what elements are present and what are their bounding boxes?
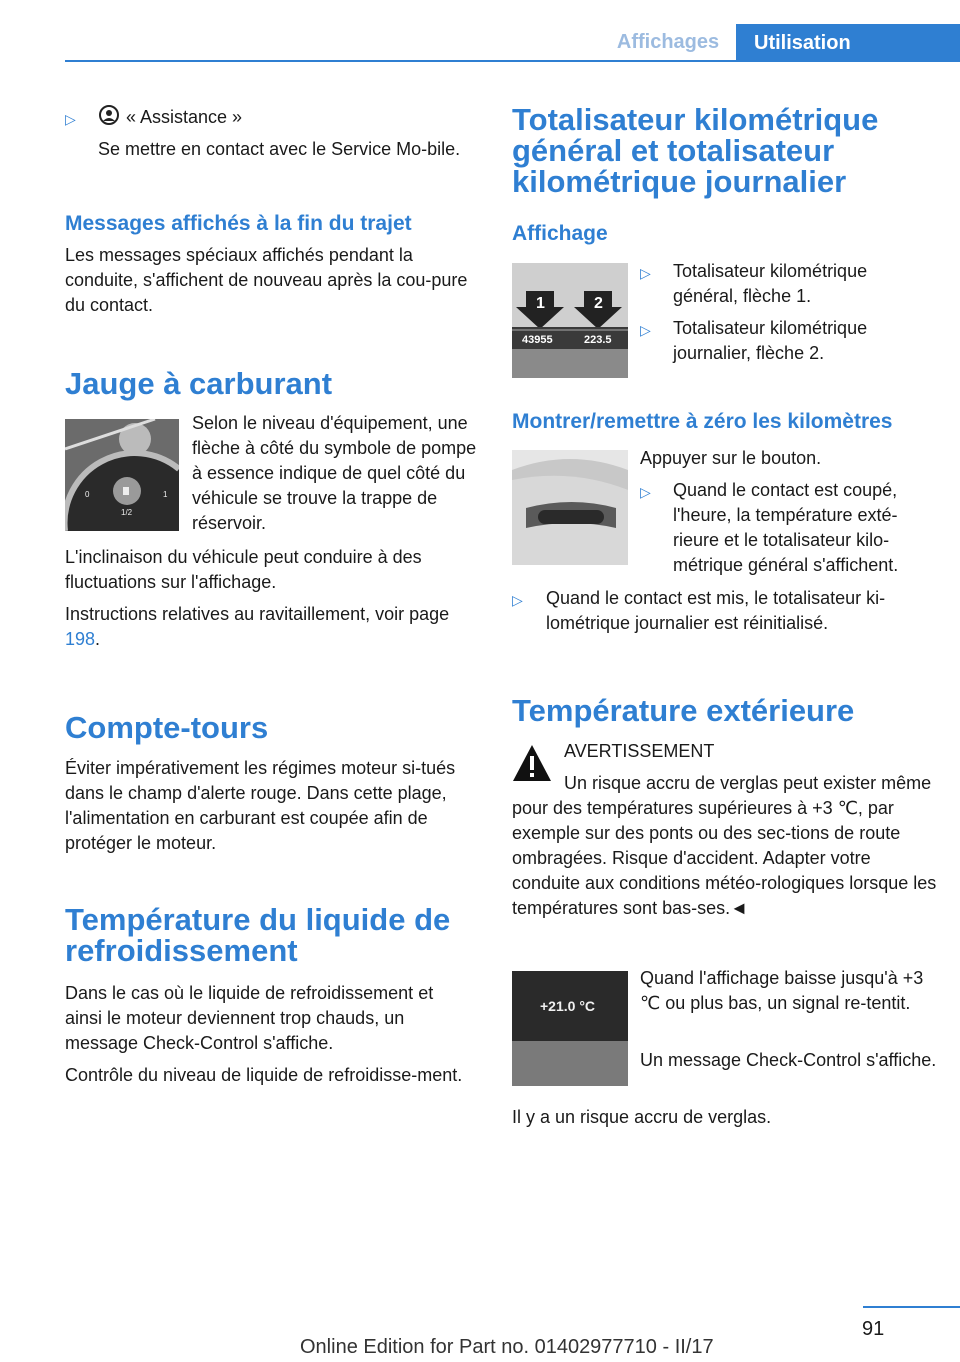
temp-text-2: Un message Check-Control s'affiche. — [640, 1050, 937, 1070]
temperature-display-image — [512, 971, 628, 1086]
fuel-heading: Jauge à carburant — [65, 366, 333, 401]
odometer-heading: Totalisateur kilométrique général et totalisateur kilométrique journalier — [512, 102, 879, 199]
refuel-page-link[interactable]: 198 — [65, 629, 96, 649]
reset-text: Appuyer sur le bouton. — [640, 448, 822, 468]
bullet-icon: ▷ — [512, 592, 523, 608]
temperature-display-value: +21.0 °C — [540, 998, 596, 1014]
fuel-text: Selon le niveau d'équipement, une flèche à côté du symbole de pompe à essence indique de quel côté du véhicule se trouve la trappe de réservoir. — [192, 413, 477, 533]
tacho-text: Éviter impérativement les régimes moteur si-tués dans le champ d'alerte rouge. Dans cette plage, l'alimentation en carburant est coupée afin de protéger le moteur. — [65, 758, 456, 853]
fuel-gauge-image — [65, 419, 179, 531]
odometer-arrow-1: 1 — [536, 295, 545, 312]
odometer-arrow-2: 2 — [594, 295, 603, 312]
fuel-gauge-full: 1 — [163, 490, 168, 499]
warning-title: AVERTISSEMENT — [564, 741, 715, 761]
odo-bullet-2: Totalisateur kilométrique journalier, flèche 2. — [673, 318, 868, 363]
tacho-heading: Compte-tours — [65, 710, 269, 745]
coolant-heading: Température du liquide de refroidissement — [65, 902, 451, 968]
end-trip-heading: Messages affichés à la fin du trajet — [65, 212, 412, 235]
refuel-text-body: Instructions relatives au ravitaillement, voir page — [65, 604, 450, 624]
odo-bullet-1: Totalisateur kilométrique général, flèche 1. — [673, 261, 868, 306]
bullet-icon: ▷ — [640, 484, 651, 500]
odometer-trip: 223.5 — [584, 334, 612, 346]
bullet-icon: ▷ — [65, 111, 76, 127]
header-rule — [65, 60, 960, 62]
display-heading: Affichage — [512, 222, 608, 245]
coolant-text: Dans le cas où le liquide de refroidissement et ainsi le moteur deviennent trop chauds, un message Check-Control s'affiche. — [65, 983, 434, 1053]
assistance-desc: Se mettre en contact avec le Service Mo-bile. — [98, 139, 461, 159]
footer-rule — [863, 1306, 960, 1308]
header-section-tab: Affichages — [616, 30, 720, 53]
footer-edition: Online Edition for Part no. 01402977710 - II/17 — [300, 1336, 714, 1358]
reset-heading: Montrer/remettre à zéro les kilomètres — [512, 410, 893, 433]
odometer-total: 43955 — [522, 334, 553, 346]
temp-text-1: Quand l'affichage baisse jusqu'à +3 ℃ ou plus bas, un signal re-tentit. — [640, 968, 924, 1013]
odometer-image — [512, 263, 628, 378]
reset-bullet-1: Quand le contact est coupé, l'heure, la température exté-rieure et le totalisateur kilo-métrique général s'affichent. — [673, 480, 899, 575]
warning-text: Un risque accru de verglas peut exister même pour des températures supérieures à +3 ℃, par exemple sur des ponts ou des sec-tions de route ombragées. Risque d'accident. Adapter votre conduite aux conditions météo-rologiques lorsque les températures sont bas-ses.◄ — [512, 773, 937, 918]
incline-text: L'inclinaison du véhicule peut conduire à des fluctuations sur l'affichage. — [65, 547, 422, 592]
temp-text-3: Il y a un risque accru de verglas. — [512, 1107, 772, 1127]
temp-heading: Température extérieure — [512, 693, 855, 728]
fuel-gauge-half: 1/2 — [121, 508, 133, 517]
end-trip-text: Les messages spéciaux affichés pendant la conduite, s'affichent de nouveau après la cou-pure du contact. — [65, 245, 468, 315]
bullet-icon: ▷ — [640, 265, 651, 281]
assistance-item: « Assistance » — [126, 107, 243, 127]
header-chapter-tab: Utilisation — [736, 24, 960, 62]
assistance-icon — [98, 104, 120, 126]
page-number: 91 — [862, 1318, 885, 1340]
refuel-text: Instructions relatives au ravitaillement, voir page 198. — [65, 604, 450, 649]
reset-button-image — [512, 450, 628, 565]
fuel-gauge-empty: 0 — [85, 490, 90, 499]
reset-bullet-2: Quand le contact est mis, le totalisateur ki-lométrique journalier est réinitialisé. — [546, 588, 886, 633]
coolant-check: Contrôle du niveau de liquide de refroidisse-ment. — [65, 1065, 463, 1085]
bullet-icon: ▷ — [640, 322, 651, 338]
